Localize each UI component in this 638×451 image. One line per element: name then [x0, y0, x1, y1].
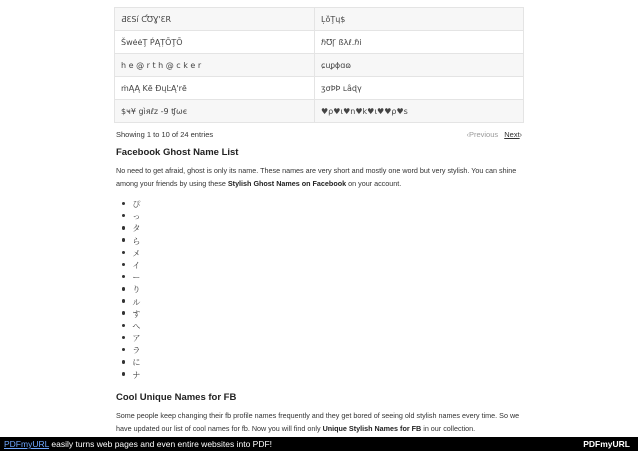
ghost-names-list — [122, 199, 524, 382]
ghost-names-intro: No need to get afraid, ghost is only its name. These names are very short and mostly one word but very stylish. You can shine among your friends by using these Stylish Ghost Names on Facebook on your account. — [116, 166, 517, 188]
unique-names-keyword: Unique Stylish Names for FB — [322, 423, 422, 433]
bullet-icon — [122, 336, 125, 339]
ghost-name: す — [132, 309, 141, 319]
bullet-icon — [122, 226, 125, 229]
name-cell-right: ʒσϷϷ ʟȃɖγ — [315, 77, 524, 100]
list-item — [122, 370, 524, 382]
name-cell-left: ƋƐSí ƇƱƔ'ƐR — [115, 8, 315, 31]
list-item — [122, 321, 524, 333]
bullet-icon — [122, 311, 125, 314]
chevron-right-icon: › — [519, 132, 522, 139]
ghost-names-heading: Facebook Ghost Name List — [116, 147, 239, 158]
bullet-icon — [122, 202, 125, 205]
name-cell-right: ĻȍŢɥ$ — [315, 8, 524, 31]
list-item — [122, 333, 524, 345]
table-pagination-row — [114, 123, 524, 145]
ghost-name: っ — [132, 212, 141, 222]
bullet-icon — [122, 251, 125, 254]
bullet-icon — [122, 263, 125, 266]
table-row — [115, 8, 524, 31]
ghost-name: り — [132, 285, 141, 295]
table-row — [115, 31, 524, 54]
ghost-name: に — [132, 358, 141, 368]
footer-message: PDFmyURL easily turns web pages and even entire websites into PDF! — [4, 439, 273, 449]
bullet-icon — [122, 299, 125, 302]
name-cell-left: ŠwėėŢ ṔĄṬŌŢŌ — [115, 31, 315, 54]
bullet-icon — [122, 324, 125, 327]
list-item — [122, 297, 524, 309]
ghost-name: ぴ — [132, 200, 141, 209]
previous-button[interactable]: Previous — [468, 130, 499, 139]
bullet-icon — [122, 372, 125, 375]
ghost-names-keyword: Stylish Ghost Names on Facebook — [227, 179, 347, 188]
list-item — [122, 223, 524, 235]
footer-link[interactable]: PDFmyURL — [4, 439, 50, 449]
ghost-name: ラ — [132, 346, 141, 356]
list-item — [122, 309, 524, 321]
list-item — [122, 211, 524, 223]
pdf-footer-bar — [0, 437, 638, 451]
name-cell-right: ɕuᵱɸɑɷ — [315, 54, 524, 77]
list-item — [122, 260, 524, 272]
bullet-icon — [122, 360, 125, 363]
name-cell-right: ℏƱꞄ ßλℓ.ℏі — [315, 31, 524, 54]
ghost-name: ナ — [132, 370, 141, 380]
ghost-name: メ — [132, 248, 141, 258]
list-item — [122, 272, 524, 284]
name-cell-left: ṁĄĄ Kē ĐųĿĄ'rē — [115, 77, 315, 100]
name-cell-right: ♥ρ♥ι♥n♥k♥ι♥♥ρ♥s — [315, 100, 524, 123]
table-row — [115, 54, 524, 77]
bullet-icon — [122, 275, 125, 278]
bullet-icon — [122, 238, 125, 241]
unique-names-heading: Cool Unique Names for FB — [116, 391, 237, 403]
list-item — [122, 284, 524, 296]
unique-names-intro: Some people keep changing their fb profile names frequently and they get bored of seeing old stylish names every time. So we have updated our list of cool names for fb. Now you will find only Unique Stylish Names for FB in our collection. — [116, 410, 520, 433]
bullet-icon — [122, 287, 125, 290]
pagination — [467, 130, 522, 139]
list-item — [122, 357, 524, 369]
entries-info: Showing 1 to 10 of 24 entries — [116, 130, 214, 139]
names-table — [114, 7, 524, 123]
ghost-name: ら — [132, 236, 141, 246]
next-button[interactable]: Next — [504, 130, 520, 139]
list-item — [122, 345, 524, 357]
list-item — [122, 248, 524, 260]
article-content — [114, 7, 524, 435]
name-cell-left: h e @ r t h @ c k e r — [115, 54, 315, 77]
list-item — [122, 236, 524, 248]
ghost-name: イ — [132, 260, 141, 270]
list-item — [122, 199, 524, 211]
ghost-name: ー — [132, 273, 141, 283]
bullet-icon — [122, 348, 125, 351]
footer-brand-logo: PDFmyURL — [583, 439, 630, 449]
bullet-icon — [122, 214, 125, 217]
ghost-name: へ — [132, 321, 141, 331]
ghost-name: タ — [132, 224, 141, 234]
chevron-left-icon: ‹ — [466, 132, 469, 139]
ghost-name: ア — [132, 334, 141, 344]
table-row — [115, 100, 524, 123]
table-row — [115, 77, 524, 100]
name-cell-left: $ҹ¥ gìяℓz -9 ʧωє — [115, 100, 315, 123]
ghost-name: ル — [132, 297, 141, 307]
